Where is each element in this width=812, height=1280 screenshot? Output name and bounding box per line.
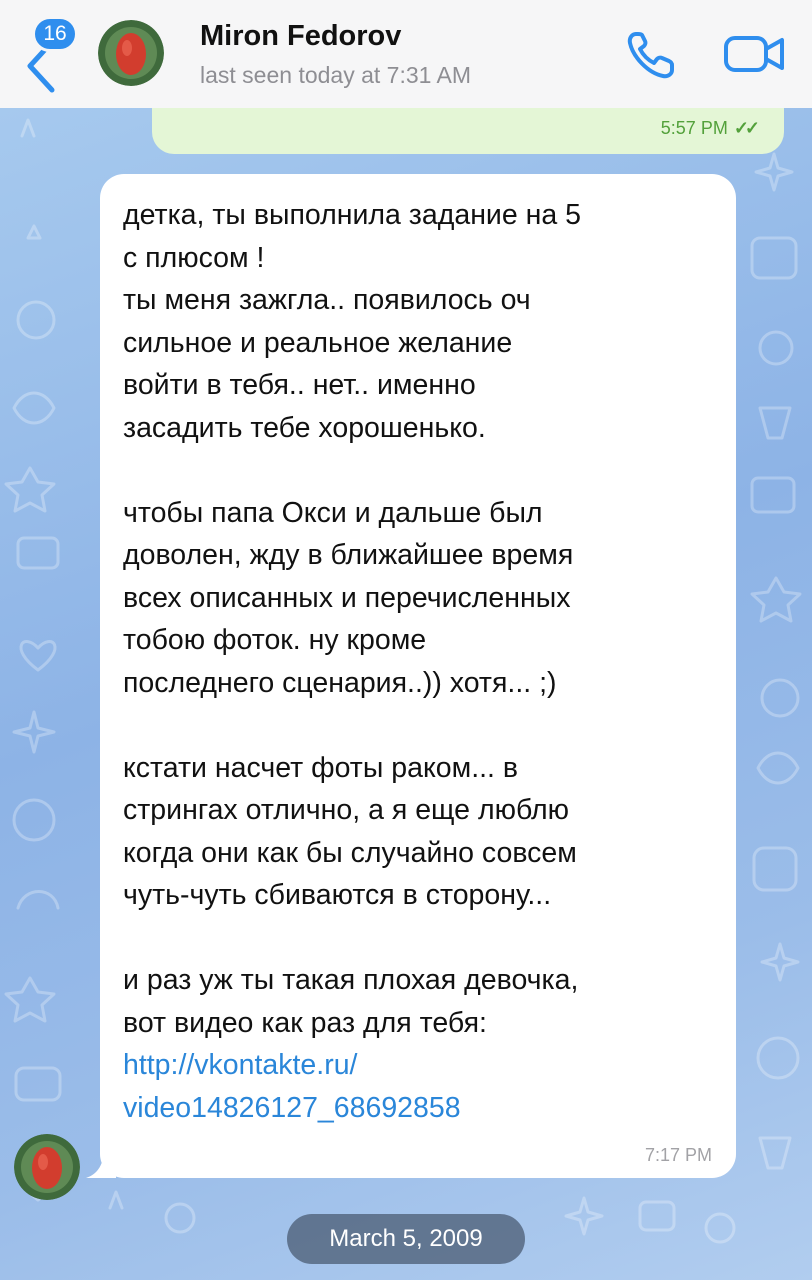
- message-line: последнего сценария..)) хотя... ;): [123, 666, 557, 699]
- video-link-continued[interactable]: video14826127_68692858: [123, 1091, 461, 1124]
- message-line: войти в тебя.. нет.. именно: [123, 369, 476, 401]
- video-link[interactable]: http://vkontakte.ru/: [123, 1049, 358, 1081]
- contact-name[interactable]: Miron Fedorov: [200, 20, 402, 52]
- message-line: тобою фоток. ну кроме: [123, 624, 427, 656]
- message-line: стрингах отлично, а я еще люблю: [123, 794, 569, 826]
- message-paragraph: [123, 747, 714, 917]
- video-call-button[interactable]: [720, 24, 790, 84]
- message-line: чтобы папа Окси и дальше был: [123, 496, 543, 529]
- message-paragraph: [123, 492, 714, 705]
- chat-header: [0, 0, 812, 108]
- message-line: засадить тебе хорошенько.: [123, 411, 486, 444]
- previous-outgoing-message[interactable]: [152, 108, 784, 154]
- back-button[interactable]: [12, 16, 82, 86]
- message-line: с плюсом !: [123, 241, 265, 274]
- last-seen-status: last seen today at 7:31 AM: [200, 62, 472, 88]
- unread-count-badge: 16: [32, 16, 78, 52]
- message-line: всех описанных и перечисленных: [123, 581, 571, 614]
- chat-area[interactable]: [0, 108, 812, 1280]
- video-camera-icon: [720, 24, 790, 84]
- avatar-image-icon: [98, 20, 164, 86]
- message-line: чуть-чуть сбиваются в сторону...: [123, 879, 552, 911]
- message-paragraph: [123, 959, 714, 1129]
- message-line: детка, ты выполнила задание на 5: [123, 199, 581, 231]
- message-line: вот видео как раз для тебя:: [123, 1006, 487, 1039]
- message-line: сильное и реальное желание: [123, 326, 513, 359]
- message-line: ты меня зажгла.. появилось оч: [123, 284, 531, 316]
- message-line: доволен, жду в ближайшее время: [123, 539, 574, 571]
- double-check-icon: ✓✓: [733, 118, 756, 138]
- call-button[interactable]: [622, 24, 682, 84]
- phone-icon: [622, 24, 682, 84]
- date-separator: March 5, 2009: [287, 1214, 525, 1264]
- message-paragraph: [123, 194, 714, 449]
- previous-message-time: 5:57 PM: [660, 118, 728, 138]
- sender-avatar[interactable]: [14, 1134, 80, 1200]
- contact-avatar[interactable]: [98, 20, 164, 86]
- message-time: 7:17 PM: [644, 1145, 712, 1165]
- message-line: кстати насчет фоты раком... в: [123, 751, 519, 784]
- incoming-message-bubble[interactable]: [100, 174, 736, 1178]
- avatar-image-icon: [14, 1134, 80, 1200]
- message-line: и раз уж ты такая плохая девочка,: [123, 964, 579, 996]
- message-line: когда они как бы случайно совсем: [123, 836, 577, 869]
- previous-message-meta: [661, 118, 756, 139]
